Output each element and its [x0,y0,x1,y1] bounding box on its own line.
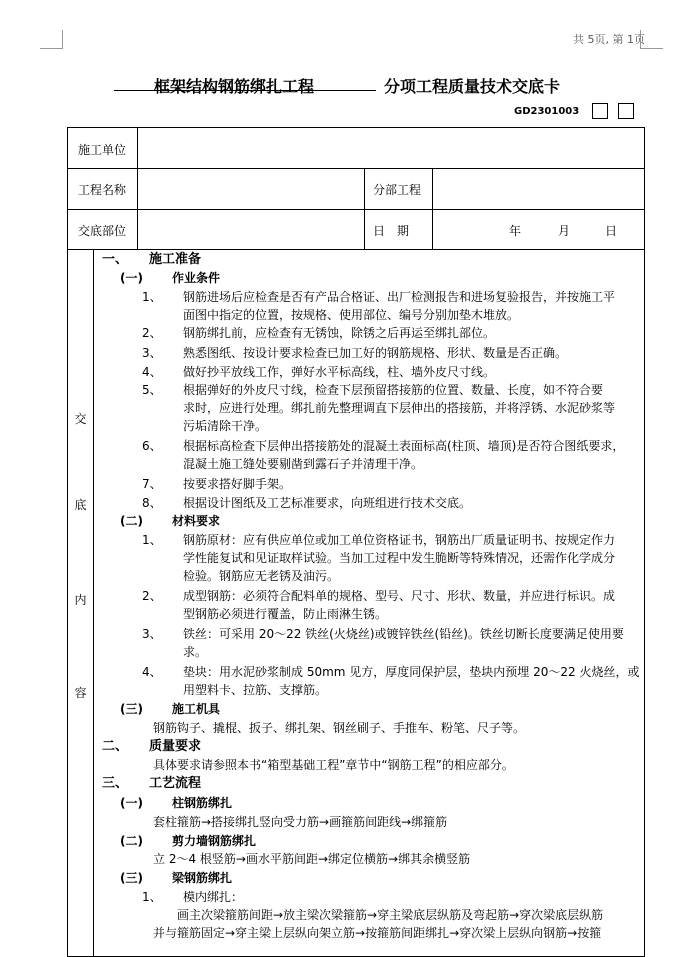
item-text: 求。 [183,645,208,659]
side-label-char: 底 [74,498,87,512]
document-title-sub: 分项工程质量技术交底卡 [384,77,561,96]
location-label: 交底部位 [78,224,127,238]
subsection-num: (二) [120,514,143,528]
quality-text: 具体要求请参照本书“箱型基础工程”章节中“钢筋工程”的相应部分。 [153,758,514,772]
subsection-num: (一) [120,796,143,810]
item-text: 学性能复试和见证取样试验。当加工过程中发生脆断等特殊情况，还需作化学成分 [183,551,616,565]
subsection-title: 剪力墙钢筋绑扎 [172,834,257,848]
row-divider [68,249,644,250]
item-text: 检验。钢筋应无老锈及油污。 [183,569,340,583]
item-text: 钢筋进场后应检查是否有产品合格证、出厂检测报告和进场复验报告，并按施工平 [183,290,616,304]
subsection-title: 施工机具 [172,702,221,716]
side-label-char: 容 [74,686,87,700]
item-num: 7、 [142,477,162,491]
item-num: 2、 [142,326,162,340]
row-divider [68,209,644,210]
item-text: 求时，应进行处理。绑扎前先整理调直下层伸出的搭接筋，并将浮锈、水泥砂浆等 [183,401,616,415]
flow-text: 立 2～4 根竖筋→画水平筋间距→绑定位横筋→绑其余横竖筋 [153,852,471,866]
item-text: 按要求搭好脚手架。 [183,477,292,491]
item-text: 熟悉图纸、按设计要求检查已加工好的钢筋规格、形状、数量是否正确。 [183,346,568,360]
date-label: 日 期 [373,224,410,238]
item-num: 4、 [142,365,162,379]
tools-text: 钢筋钩子、撬棍、扳子、绑扎架、钢丝刷子、手推车、粉笔、尺子等。 [153,721,526,735]
page-info: 共 5页, 第 1页 [573,33,645,46]
subsection-num: (二) [120,834,143,848]
section-2-title: 质量要求 [149,739,202,754]
item-title: 模内绑扎： [183,890,244,904]
item-num: 1、 [142,890,162,904]
construction-unit-label: 施工单位 [78,143,127,157]
side-label-char: 交 [74,412,87,426]
date-day: 日 [605,224,618,238]
division-label: 分部工程 [373,183,422,197]
col-divider [432,168,433,249]
item-num: 3、 [142,346,162,360]
item-num: 1、 [142,533,162,547]
item-text: 钢筋绑扎前，应检查有无锈蚀，除锈之后再运至绑扎部位。 [183,326,496,340]
subsection-title: 作业条件 [172,271,221,285]
item-num: 3、 [142,627,162,641]
subsection-title: 材料要求 [172,514,221,528]
section-3-num: 三、 [102,776,129,791]
item-num: 5、 [142,383,162,397]
section-3-title: 工艺流程 [149,776,202,791]
section-1-num: 一、 [102,252,129,267]
document-code: GD2301003 [514,106,580,117]
item-num: 1、 [142,290,162,304]
side-label-char: 内 [74,593,87,607]
item-text: 铁丝：可采用 20～22 铁丝(火烧丝)或镀锌铁丝(铅丝)。铁丝切断长度要满足使用要 [183,627,624,641]
item-text: 型钢筋必须进行覆盖，防止雨淋生锈。 [183,607,388,621]
document-title-main: 框架结构钢筋绑扎工程 [154,77,315,96]
item-text: 用塑料卡、拉筋、支撑筋。 [183,683,328,697]
item-text: 根据标高检查下层伸出搭接筋处的混凝土表面标高(柱顶、墙顶)是否符合图纸要求， [183,439,625,453]
item-text: 污垢清除干净。 [183,419,268,433]
item-num: 2、 [142,589,162,603]
project-name-label: 工程名称 [78,183,127,197]
item-text: 垫块：用水泥砂浆制成 50mm 见方，厚度同保护层，垫块内预埋 20～22 火烧丝，或 [183,665,640,679]
subsection-num: (三) [120,702,143,716]
page-corner-mark-left [40,30,63,49]
date-year: 年 [509,224,522,238]
checkbox-2[interactable] [618,103,634,119]
item-text: 画主次梁箍筋间距→放主梁次梁箍筋→穿主梁底层纵筋及弯起筋→穿次梁底层纵筋 [177,908,604,922]
checkbox-1[interactable] [592,103,608,119]
subsection-num: (三) [120,871,143,885]
subsection-num: (一) [120,271,143,285]
item-text: 钢筋原材：应有供应单位或加工单位资格证书，钢筋出厂质量证明书、按规定作力 [183,533,616,547]
row-divider [68,168,644,169]
section-2-num: 二、 [102,739,129,754]
item-num: 4、 [142,665,162,679]
section-1-title: 施工准备 [149,252,202,267]
date-month: 月 [558,224,571,238]
col-divider [137,128,138,249]
item-text: 混凝土施工缝处要剔凿到露石子并清理干净。 [183,457,424,471]
item-text: 成型钢筋：必须符合配料单的规格、型号、尺寸、形状、数量，并应进行标识。成 [183,589,616,603]
item-num: 6、 [142,439,162,453]
item-num: 8、 [142,496,162,510]
subsection-title: 梁钢筋绑扎 [172,871,233,885]
item-text: 根据弹好的外皮尺寸线，检查下层预留搭接筋的位置、数量、长度，如不符合要 [183,383,604,397]
disclosure-form-table [67,127,645,957]
item-text: 根据设计图纸及工艺标准要求，向班组进行技术交底。 [183,496,472,510]
item-text: 并与箍筋固定→穿主梁上层纵向架立筋→按箍筋间距绑扎→穿次梁上层纵向钢筋→按箍 [153,926,602,940]
subsection-title: 柱钢筋绑扎 [172,796,233,810]
item-text: 面图中指定的位置，按规格、使用部位、编号分别加垫木堆放。 [183,308,520,322]
col-divider [93,249,94,956]
flow-text: 套柱箍筋→搭接绑扎竖向受力筋→画箍筋间距线→绑箍筋 [153,815,448,829]
col-divider [364,168,365,249]
item-text: 做好抄平放线工作，弹好水平标高线，柱、墙外皮尺寸线。 [183,365,496,379]
